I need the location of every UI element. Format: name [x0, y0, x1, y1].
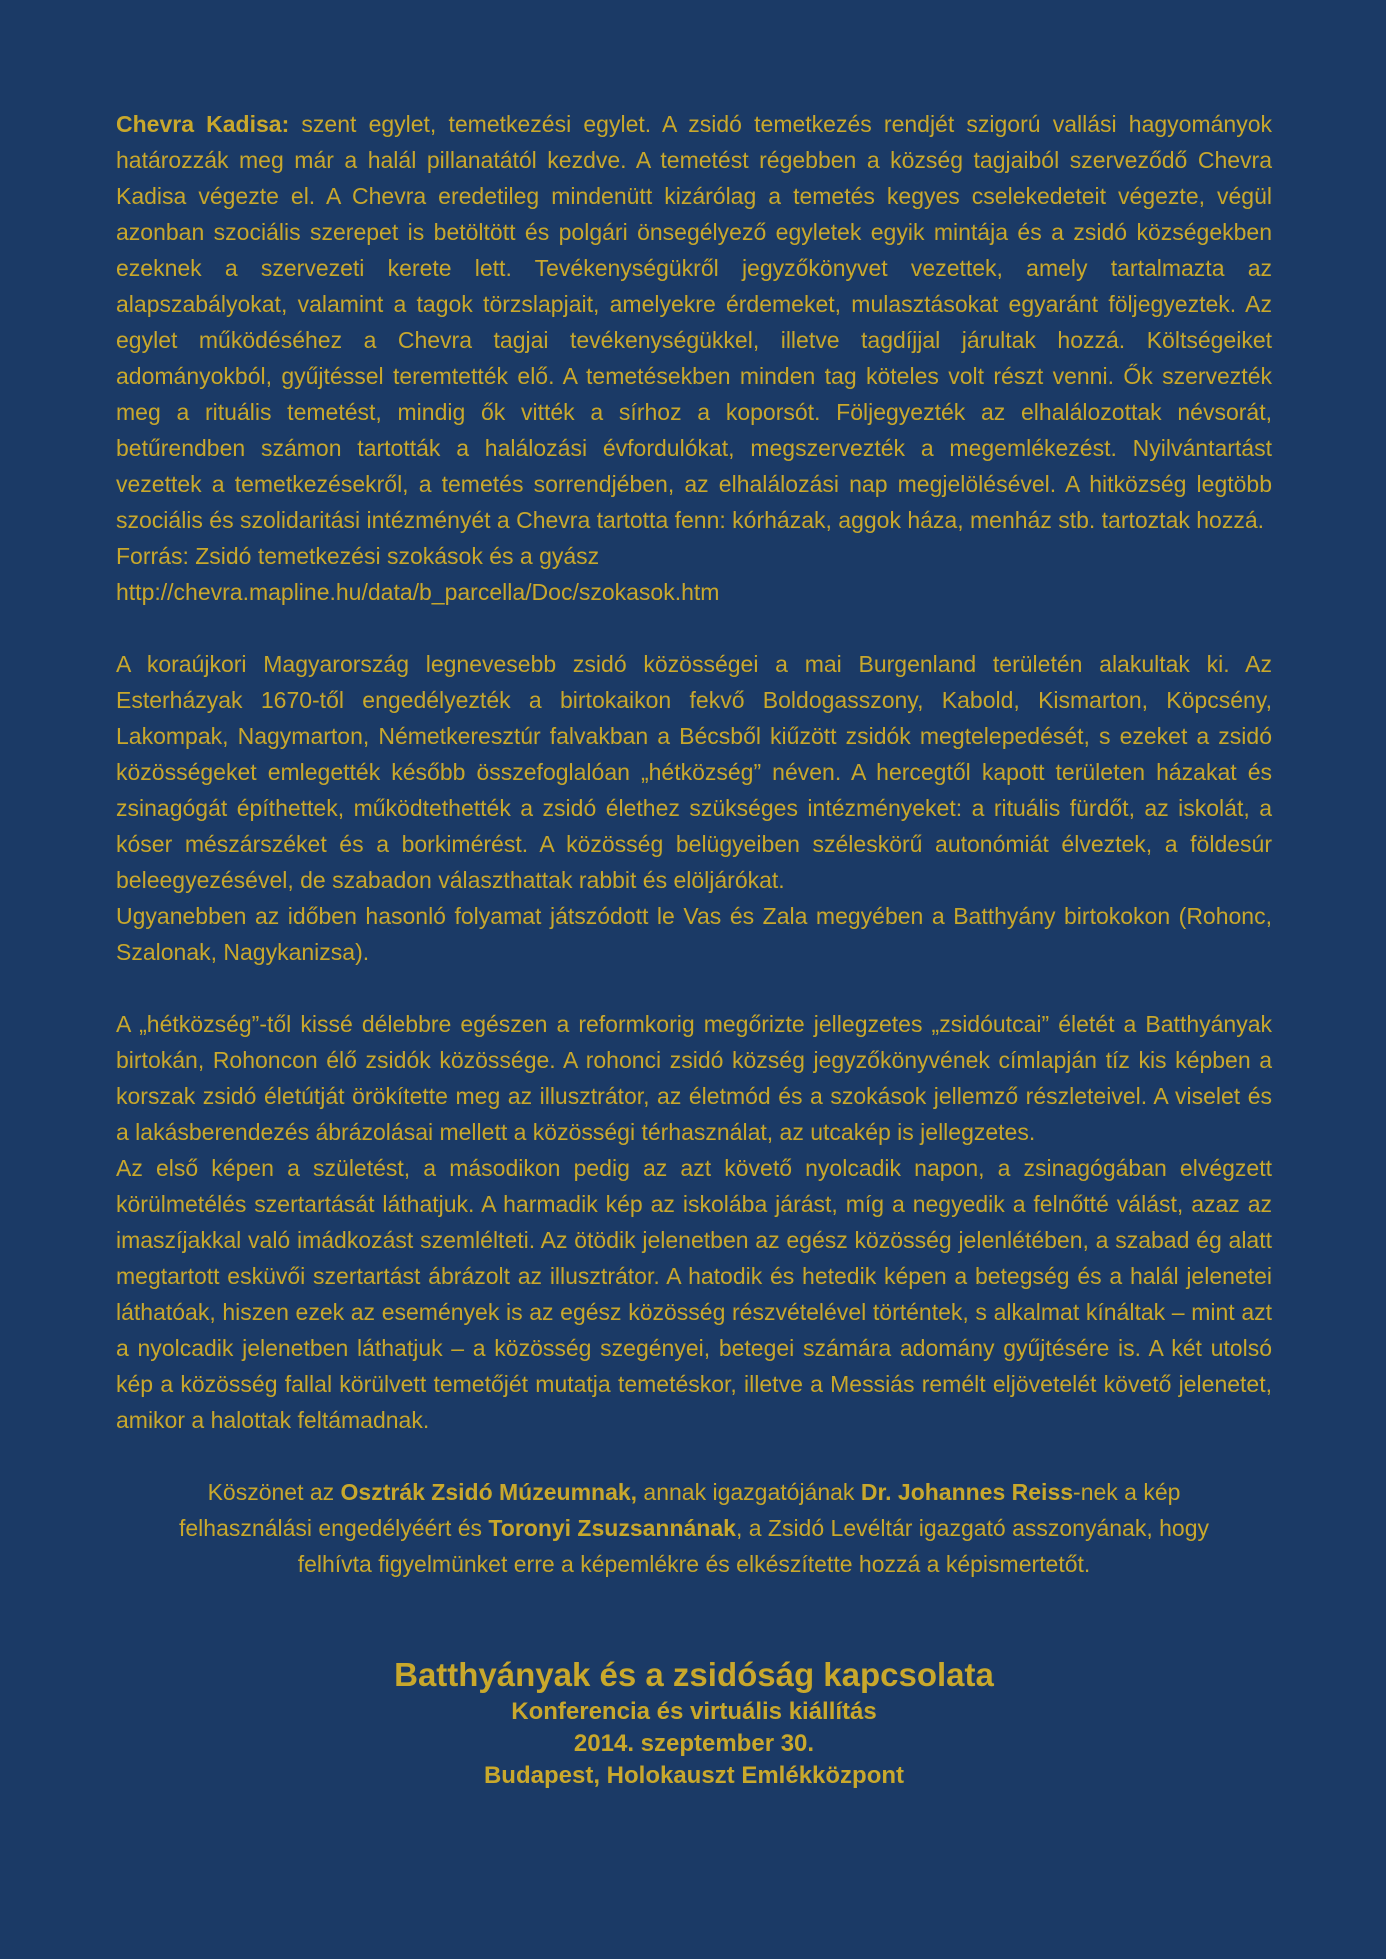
batthyany-estates-paragraph: Ugyanebben az időben hasonló folyamat játszódott le Vas és Zala megyében a Batthyány birtokokon (Rohonc, Szalonak, Nagykanizsa). [116, 903, 1272, 965]
chevra-kadisa-paragraph [116, 106, 1272, 538]
event-place: Budapest, Holokauszt Emlékközpont [483, 1762, 905, 1789]
event-subtitle: Konferencia és virtuális kiállítás [511, 1698, 877, 1725]
chevra-kadisa-section [116, 106, 1272, 610]
rohonc-paragraph: A „hétközség”-től kissé délebbre egészen a reformkorig megőrizte jellegzetes „zsidóutcai” életét a Batthyányak birtokán, Rohoncon élő zsidók közössége. A rohonci zsidó község jegyzőkönyvének címlapján tíz kis képben a korszak zsidó életútját örökítette meg az illusztrátor, az életmód és a szokások jellemző részleteivel. A viselet és a lakásberendezés ábrázolásai mellett a közösségi térhasználat, az utcakép is jellegzetes. [116, 1011, 1272, 1145]
chevra-kadisa-term: Chevra Kadisa: [116, 111, 290, 137]
event-date: 2014. szeptember 30. [573, 1730, 815, 1757]
thanks-museum: Osztrák Zsidó Múzeumnak, [340, 1479, 638, 1505]
thanks-text-4: , a Zsidó Levéltár igazgató asszonyának, hogy felhívta figyelmünket erre a képemlékre és elkészítette hozzá a képismertetőt. [297, 1515, 1209, 1577]
source-url: http://chevra.mapline.hu/data/b_parcella/Doc/szokasok.htm [116, 579, 720, 605]
burgenland-paragraph: A koraújkori Magyarország legnevesebb zsidó közösségei a mai Burgenland területén alakultak ki. Az Esterházyak 1670-től engedélyezték a birtokaikon fekvő Boldogasszony, Kabold, Kismarton, Köpcsény, Lakompak, Nagymarton, Németkeresztúr falvakban a Bécsből kiűzött zsidók megtelepedését, s ezeket a zsidó közösségeket emlegették később összefoglalóan „hétközség” néven. A hercegtől kapott területen házakat és zsinagógát építhettek, működtethették a zsidó élethez szükséges intézményeket: a rituális fürdőt, az iskolát, a kóser mészárszéket és a borkimérést. A közösség belügyeiben széleskörű autonómiát élveztek, a földesúr beleegyezésével, de szabadon választhattak rabbit és elöljárókat. [116, 651, 1272, 893]
early-modern-section [116, 646, 1272, 970]
chevra-kadisa-text: szent egylet, temetkezési egylet. A zsidó temetkezés rendjét szigorú vallási hagyományok határozzák meg már a halál pillanatától kezdve. A temetést régebben a község tagjaiból szerveződő Chevra Kadisa végezte el. A Chevra eredetileg mindenütt kizárólag a temetés kegyes cselekedeteit végezte, végül azonban szociális szerepet is betöltött és polgári önsegélyező egyletek egyik mintája és a zsidó községekben ezeknek a szervezeti kerete lett. Tevékenységükről jegyzőkönyvet vezettek, amely tartalmazta az alapszabályokat, valamint a tagok törzslapjait, amelyekre érdemeket, mulasztásokat egyaránt följegyeztek. Az egylet működéséhez a Chevra tagjai tevékenységükkel, illetve tagdíjjal járultak hozzá. Költségeiket adományokból, gyűjtéssel teremtették elő. A temetésekben minden tag köteles volt részt venni. Ők szervezték meg a rituális temetést, mindig ők vitték a sírhoz a koporsót. Följegyezték az elhalálozottak névsorát, betűrendben számon tartották a halálozási évfordulókat, megszervezték a megemlékezést. Nyilvántartást vezettek a temetkezésekről, a temetés sorrendjében, az elhalálozási nap megjelölésével. A hitközség legtöbb szociális és szolidaritási intézményét a Chevra tartotta fenn: kórházak, aggok háza, menház stb. tartoztak hozzá. [116, 111, 1272, 533]
acknowledgement [116, 1474, 1272, 1582]
rohonc-section [116, 1006, 1272, 1438]
thanks-archivist: Toronyi Zsuzsannának [488, 1515, 736, 1541]
event-footer [116, 1654, 1272, 1792]
thanks-text-1: Köszönet az [207, 1479, 341, 1505]
event-title: Batthyányak és a zsidóság kapcsolata [394, 1656, 994, 1693]
thanks-text-2: annak igazgatójának [637, 1479, 861, 1505]
thanks-text-3: -nek a kép felhasználási engedélyéért és [179, 1479, 1181, 1541]
source-line: Forrás: Zsidó temetkezési szokások és a gyász [116, 543, 600, 569]
images-description-paragraph: Az első képen a születést, a másodikon pedig az azt követő nyolcadik napon, a zsinagógában elvégzett körülmetélés szertartását láthatjuk. A harmadik kép az iskolába járást, míg a negyedik a felnőtté válást, azaz az imaszíjakkal való imádkozást szemlélteti. Az ötödik jelenetben az egész közösség jelenlétében, a szabad ég alatt megtartott esküvői szertartást ábrázolt az illusztrátor. A hatodik és hetedik képen a betegség és a halál jelenetei láthatóak, hiszen ezek az események is az egész közösség részvételével történtek, s alkalmat kínáltak – mint azt a nyolcadik jelenetben láthatjuk – a közösség szegényei, betegei számára adomány gyűjtésére is. A két utolsó kép a közösség fallal körülvett temetőjét mutatja temetéskor, illetve a Messiás remélt eljövetelét követő jelenetet, amikor a halottak feltámadnak. [116, 1155, 1272, 1433]
thanks-director: Dr. Johannes Reiss [860, 1479, 1074, 1505]
